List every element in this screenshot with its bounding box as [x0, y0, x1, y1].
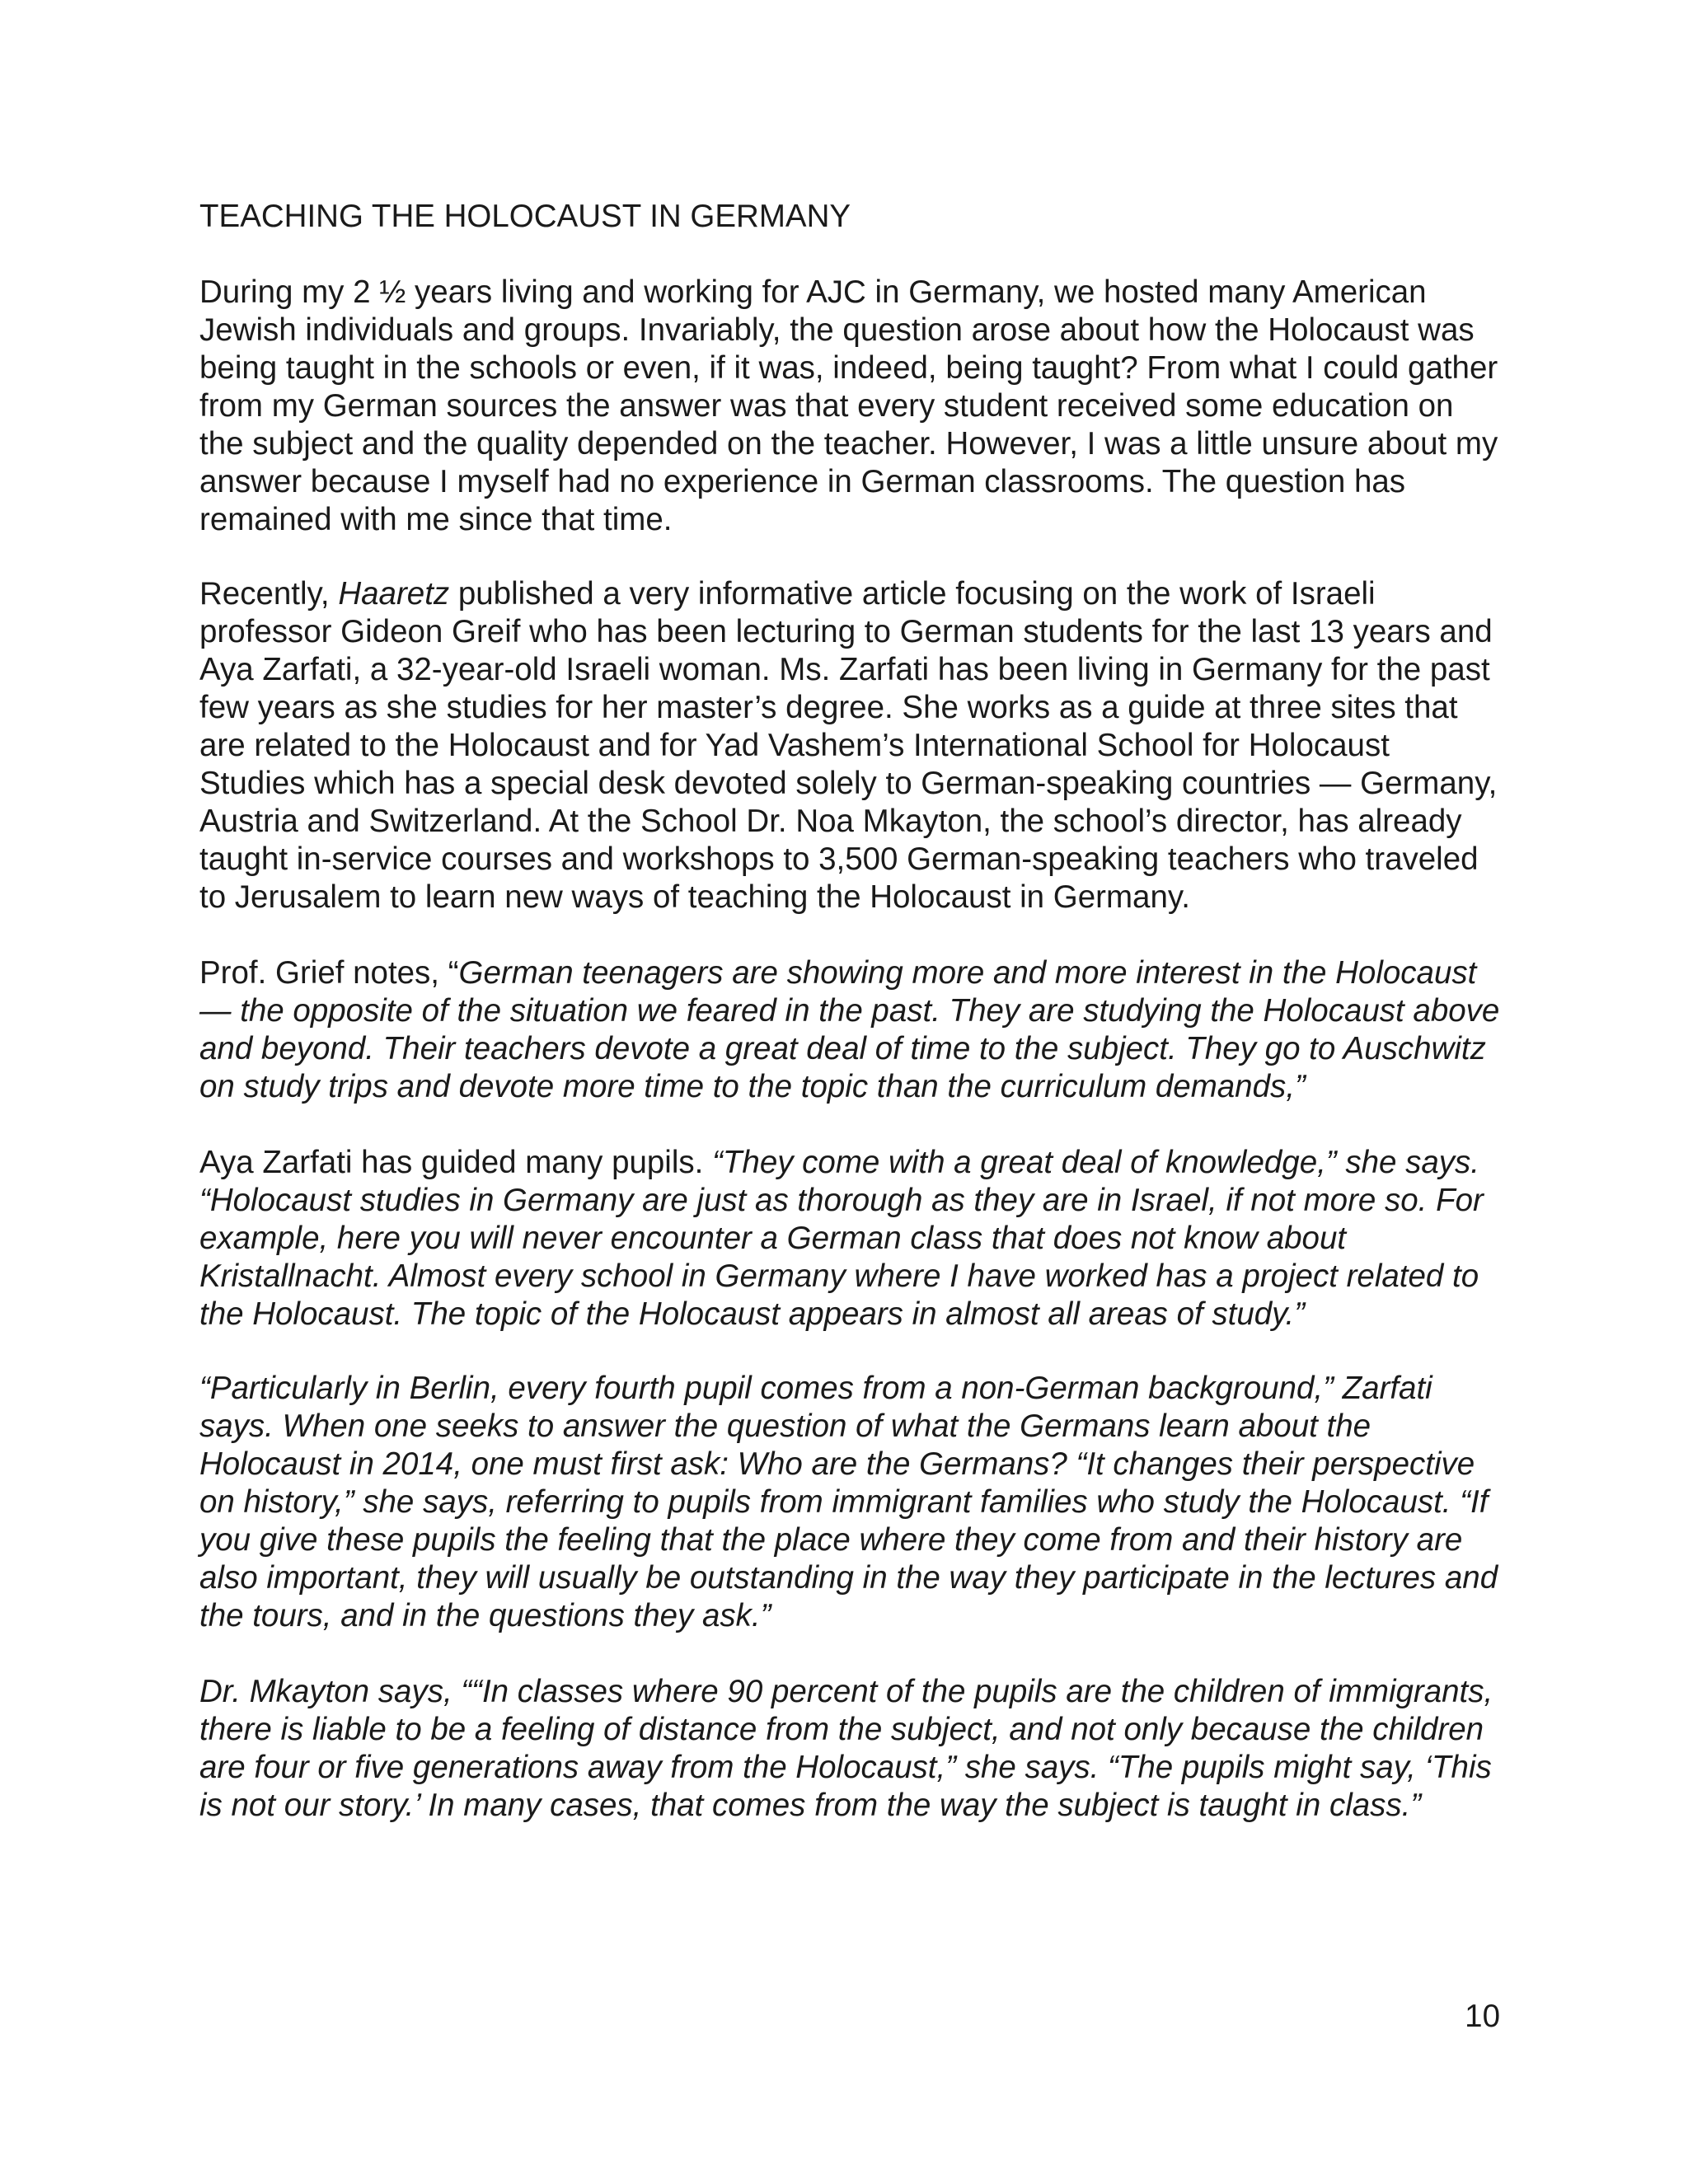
paragraph-haaretz — [199, 575, 1502, 916]
document-title: TEACHING THE HOLOCAUST IN GERMANY — [199, 199, 851, 234]
paragraph-mkayton-text: Dr. Mkayton says, ““In classes where 90 percent of the pupils are the children of immigrants, there is liable to be a feeling of distance from the subject, and not only because the children are four or five generations away from the Holocaust,” she says. “The pupils might say, ‘This is not our story.’ In many cases, that comes from the way the subject is taught in class.” — [199, 1674, 1493, 1823]
greif-quote-text: German teenagers are showing more and more interest in the Holocaust — the opposite of the situation we feared in the past. They are studying the Holocaust above and beyond. Their teachers devote a great deal of time to the subject. They go to Auschwitz on study trips and devote more time to the topic than the curriculum demands,” — [199, 955, 1500, 1104]
page-number: 10 — [1465, 1999, 1500, 2034]
zarfati-quote-text: “They come with a great deal of knowledge,” she says. “Holocaust studies in Germany are just as thorough as they are in Israel, if not more so. For example, here you will never encounter a German class that does not know about Kristallnacht. Almost every school in Germany where I have worked has a project related to the Holocaust. The topic of the Holocaust appears in almost all areas of study.” — [199, 1145, 1484, 1332]
document-body — [199, 198, 1502, 1825]
paragraph-mkayton — [199, 1673, 1502, 1825]
paragraph-berlin-text: “Particularly in Berlin, every fourth pupil comes from a non-German background,” Zarfati says. When one seeks to answer the question of what the Germans learn about the Holocaust in 2014, one must first ask: Who are the Germans? “It changes their perspective on history,” she says, referring to pupils from immigrant families who study the Holocaust. “If you give these pupils the feeling that the place where they come from and their history are also important, they will usually be outstanding in the way they participate in the lectures and the tours, and in the questions they ask.” — [199, 1371, 1498, 1633]
paragraph-zarfati-lead: Aya Zarfati has guided many pupils. — [199, 1145, 713, 1180]
publication-name: Haaretz — [338, 576, 450, 612]
paragraph-intro: During my 2 ½ years living and working for AJC in Germany, we hosted many American Jewish individuals and groups. Invariably, the question arose about how the Holocaust was being taught in the schools or even, if it was, indeed, being taught? From what I could gather from my German sources the answer was that every student received some education on the subject and the quality depended on the teacher. However, I was a little unsure about my answer because I myself had no experience in German classrooms. The question has remained with me since that time. — [199, 274, 1498, 537]
paragraph-greif-lead: Prof. Grief notes, “ — [199, 955, 459, 991]
paragraph-zarfati-quote — [199, 1144, 1502, 1333]
paragraph-haaretz-lead: Recently, — [199, 576, 339, 612]
paragraph-haaretz-rest: published a very informative article focusing on the work of Israeli professor Gideon Greif who has been lecturing to German students for the last 13 years and Aya Zarfati, a 32-year-old Israeli woman. Ms. Zarfati has been living in Germany for the past few years as she studies for her master’s degree. She works as a guide at three sites that are related to the Holocaust and for Yad Vashem’s International School for Holocaust Studies which has a special desk devoted solely to German-speaking countries — Germany, Austria and Switzerland. At the School Dr. Noa Mkayton, the school’s director, has already taught in-service courses and workshops to 3,500 German-speaking teachers who traveled to Jerusalem to learn new ways of teaching the Holocaust in Germany. — [199, 576, 1498, 915]
paragraph-greif-quote — [199, 954, 1502, 1106]
paragraph-berlin — [199, 1370, 1502, 1635]
